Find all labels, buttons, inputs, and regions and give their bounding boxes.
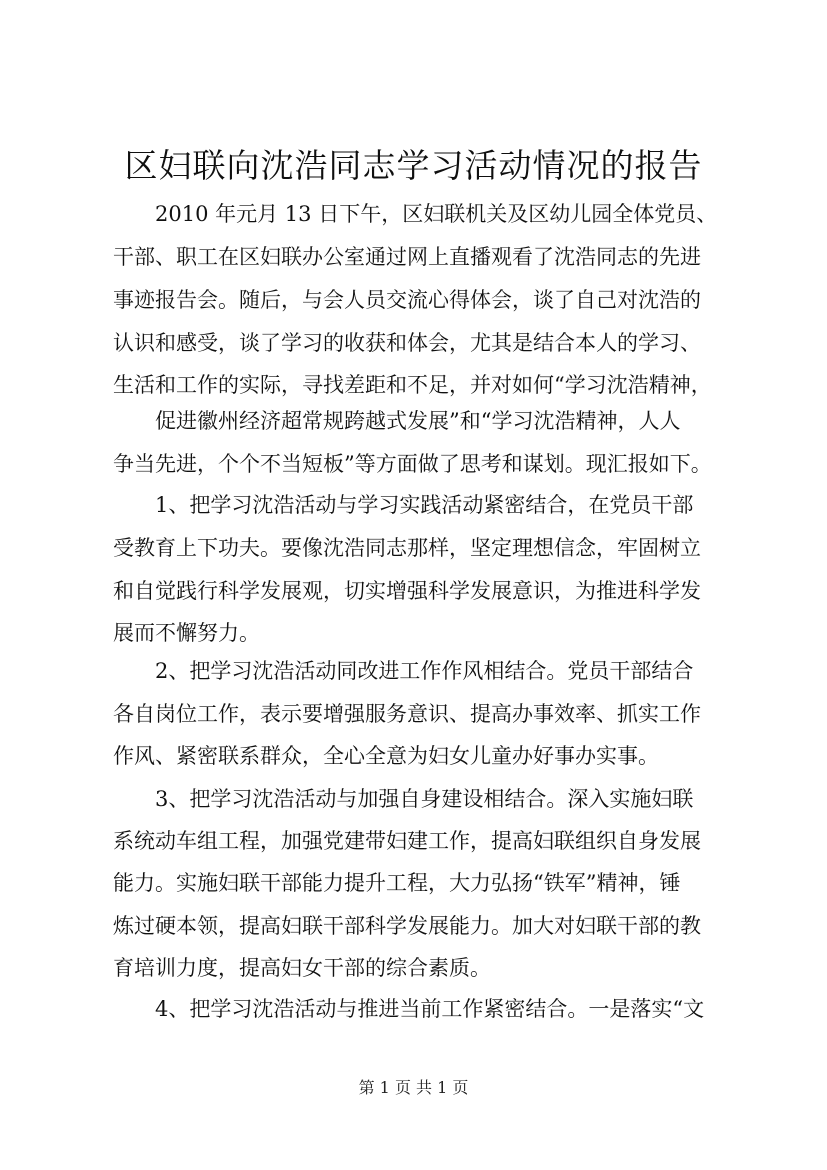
document-title: 区妇联向沈浩同志学习活动情况的报告 (124, 146, 703, 185)
paragraph-line: 受教育上下功夫。要像沈浩同志那样，坚定理想信念，牢固树立 (113, 536, 701, 560)
paragraph-line: 生活和工作的实际，寻找差距和不足，并对如何“学习沈浩精神， (113, 373, 712, 397)
paragraph-line: 事迹报告会。随后，与会人员交流心得体会，谈了自己对沈浩的 (113, 288, 701, 312)
paragraph-line: 2、把学习沈浩活动同改进工作作风相结合。党员干部结合 (155, 659, 694, 683)
paragraph-line: 认识和感受，谈了学习的收获和体会，尤其是结合本人的学习、 (113, 331, 701, 355)
paragraph-line: 系统动车组工程，加强党建带妇建工作，提高妇联组织自身发展 (113, 829, 701, 853)
paragraph-line: 作风、紧密联系群众，全心全意为妇女儿童办好事办实事。 (113, 744, 659, 768)
paragraph-line: 3、把学习沈浩活动与加强自身建设相结合。深入实施妇联 (155, 787, 694, 811)
paragraph-line: 2010 年元月 13 日下午，区妇联机关及区幼儿园全体党员、 (155, 202, 718, 226)
paragraph-line: 各自岗位工作，表示要增强服务意识、提高办事效率、抓实工作 (113, 702, 701, 726)
paragraph-line: 干部、职工在区妇联办公室通过网上直播观看了沈浩同志的先进 (113, 245, 701, 269)
paragraph-line: 和自觉践行科学发展观，切实增强科学发展意识，为推进科学发 (113, 579, 701, 603)
paragraph-line: 育培训力度，提高妇女干部的综合素质。 (113, 956, 491, 980)
paragraph-line: 展而不懈努力。 (113, 621, 260, 645)
paragraph-line: 能力。实施妇联干部能力提升工程，大力弘扬“铁军”精神，锤 (113, 871, 681, 895)
paragraph-line: 争当先进，个个不当短板”等方面做了思考和谋划。现汇报如下。 (113, 452, 712, 476)
paragraph-line: 4、把学习沈浩活动与推进当前工作紧密结合。一是落实“文 (155, 997, 705, 1021)
page-footer: 第 1 页 共 1 页 (358, 1078, 469, 1097)
paragraph-line: 促进徽州经济超常规跨越式发展”和“学习沈浩精神，人人 (155, 409, 681, 433)
paragraph-line: 1、把学习沈浩活动与学习实践活动紧密结合，在党员干部 (155, 493, 694, 517)
paragraph-line: 炼过硬本领，提高妇联干部科学发展能力。加大对妇联干部的教 (113, 914, 701, 938)
